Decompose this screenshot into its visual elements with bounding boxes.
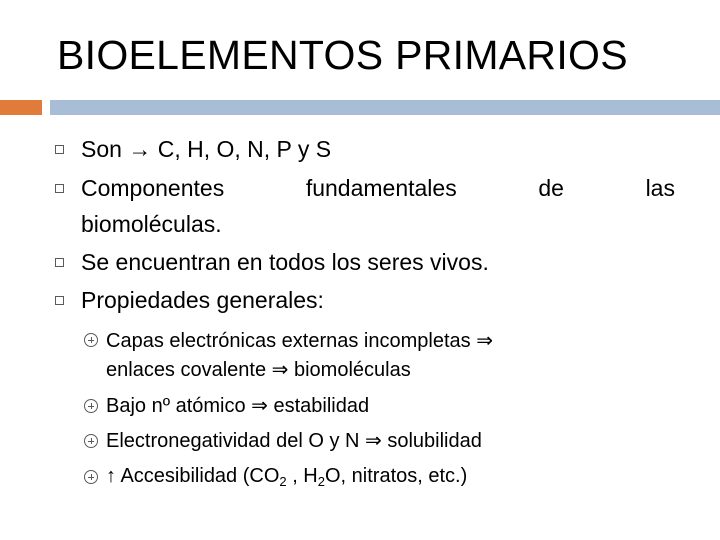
bullet-2-continuation: biomoléculas.	[81, 211, 222, 237]
sub-bullet-2: Bajo nº atómico ⇒ estabilidad	[106, 395, 370, 417]
bullet-2-word: fundamentales	[305, 175, 457, 201]
subscript: 2	[317, 474, 325, 489]
sub-bullet-4-text-a: Accesibilidad (CO	[120, 465, 280, 487]
bullet-1-text: C, H, O, N, P y S	[157, 136, 332, 162]
bullet-2-word: las	[645, 175, 675, 201]
bullet-3: Se encuentran en todos los seres vivos.	[81, 249, 489, 275]
square-bullet-icon	[55, 184, 64, 193]
right-arrow-icon: →	[128, 136, 152, 162]
up-arrow-icon: ↑	[106, 465, 116, 487]
sub-bullet-4-text-b: , H	[286, 465, 318, 487]
implies-arrow-icon: ⇒	[476, 330, 493, 352]
bullet-1-prefix: Son	[81, 136, 122, 162]
square-bullet-icon	[55, 258, 64, 267]
circle-plus-bullet-icon	[84, 434, 98, 448]
bullet-1	[81, 138, 331, 161]
sub-bullet-1-text: Capas electrónicas externas incompletas	[106, 330, 471, 352]
circle-plus-bullet-icon	[84, 399, 98, 413]
bullet-4: Propiedades generales:	[81, 287, 324, 313]
circle-plus-bullet-icon	[84, 333, 98, 347]
sub-bullet-3: Electronegatividad del O y N ⇒ solubilidad	[106, 430, 482, 452]
subscript: 2	[279, 474, 287, 489]
sub-bullet-1	[106, 331, 493, 351]
accent-bar-orange	[0, 100, 42, 115]
accent-bar-blue	[50, 100, 720, 115]
sub-bullet-1-continuation: enlaces covalente ⇒ biomoléculas	[106, 359, 411, 381]
sub-bullet-4	[106, 466, 467, 488]
bullet-2	[81, 177, 675, 200]
square-bullet-icon	[55, 296, 64, 305]
circle-plus-bullet-icon	[84, 470, 98, 484]
sub-bullet-4-text-c: O, nitratos, etc.)	[325, 465, 468, 487]
square-bullet-icon	[55, 145, 64, 154]
slide-title: BIOELEMENTOS PRIMARIOS	[57, 32, 628, 78]
bullet-2-word: Componentes	[81, 175, 225, 201]
bullet-2-word: de	[538, 175, 564, 201]
